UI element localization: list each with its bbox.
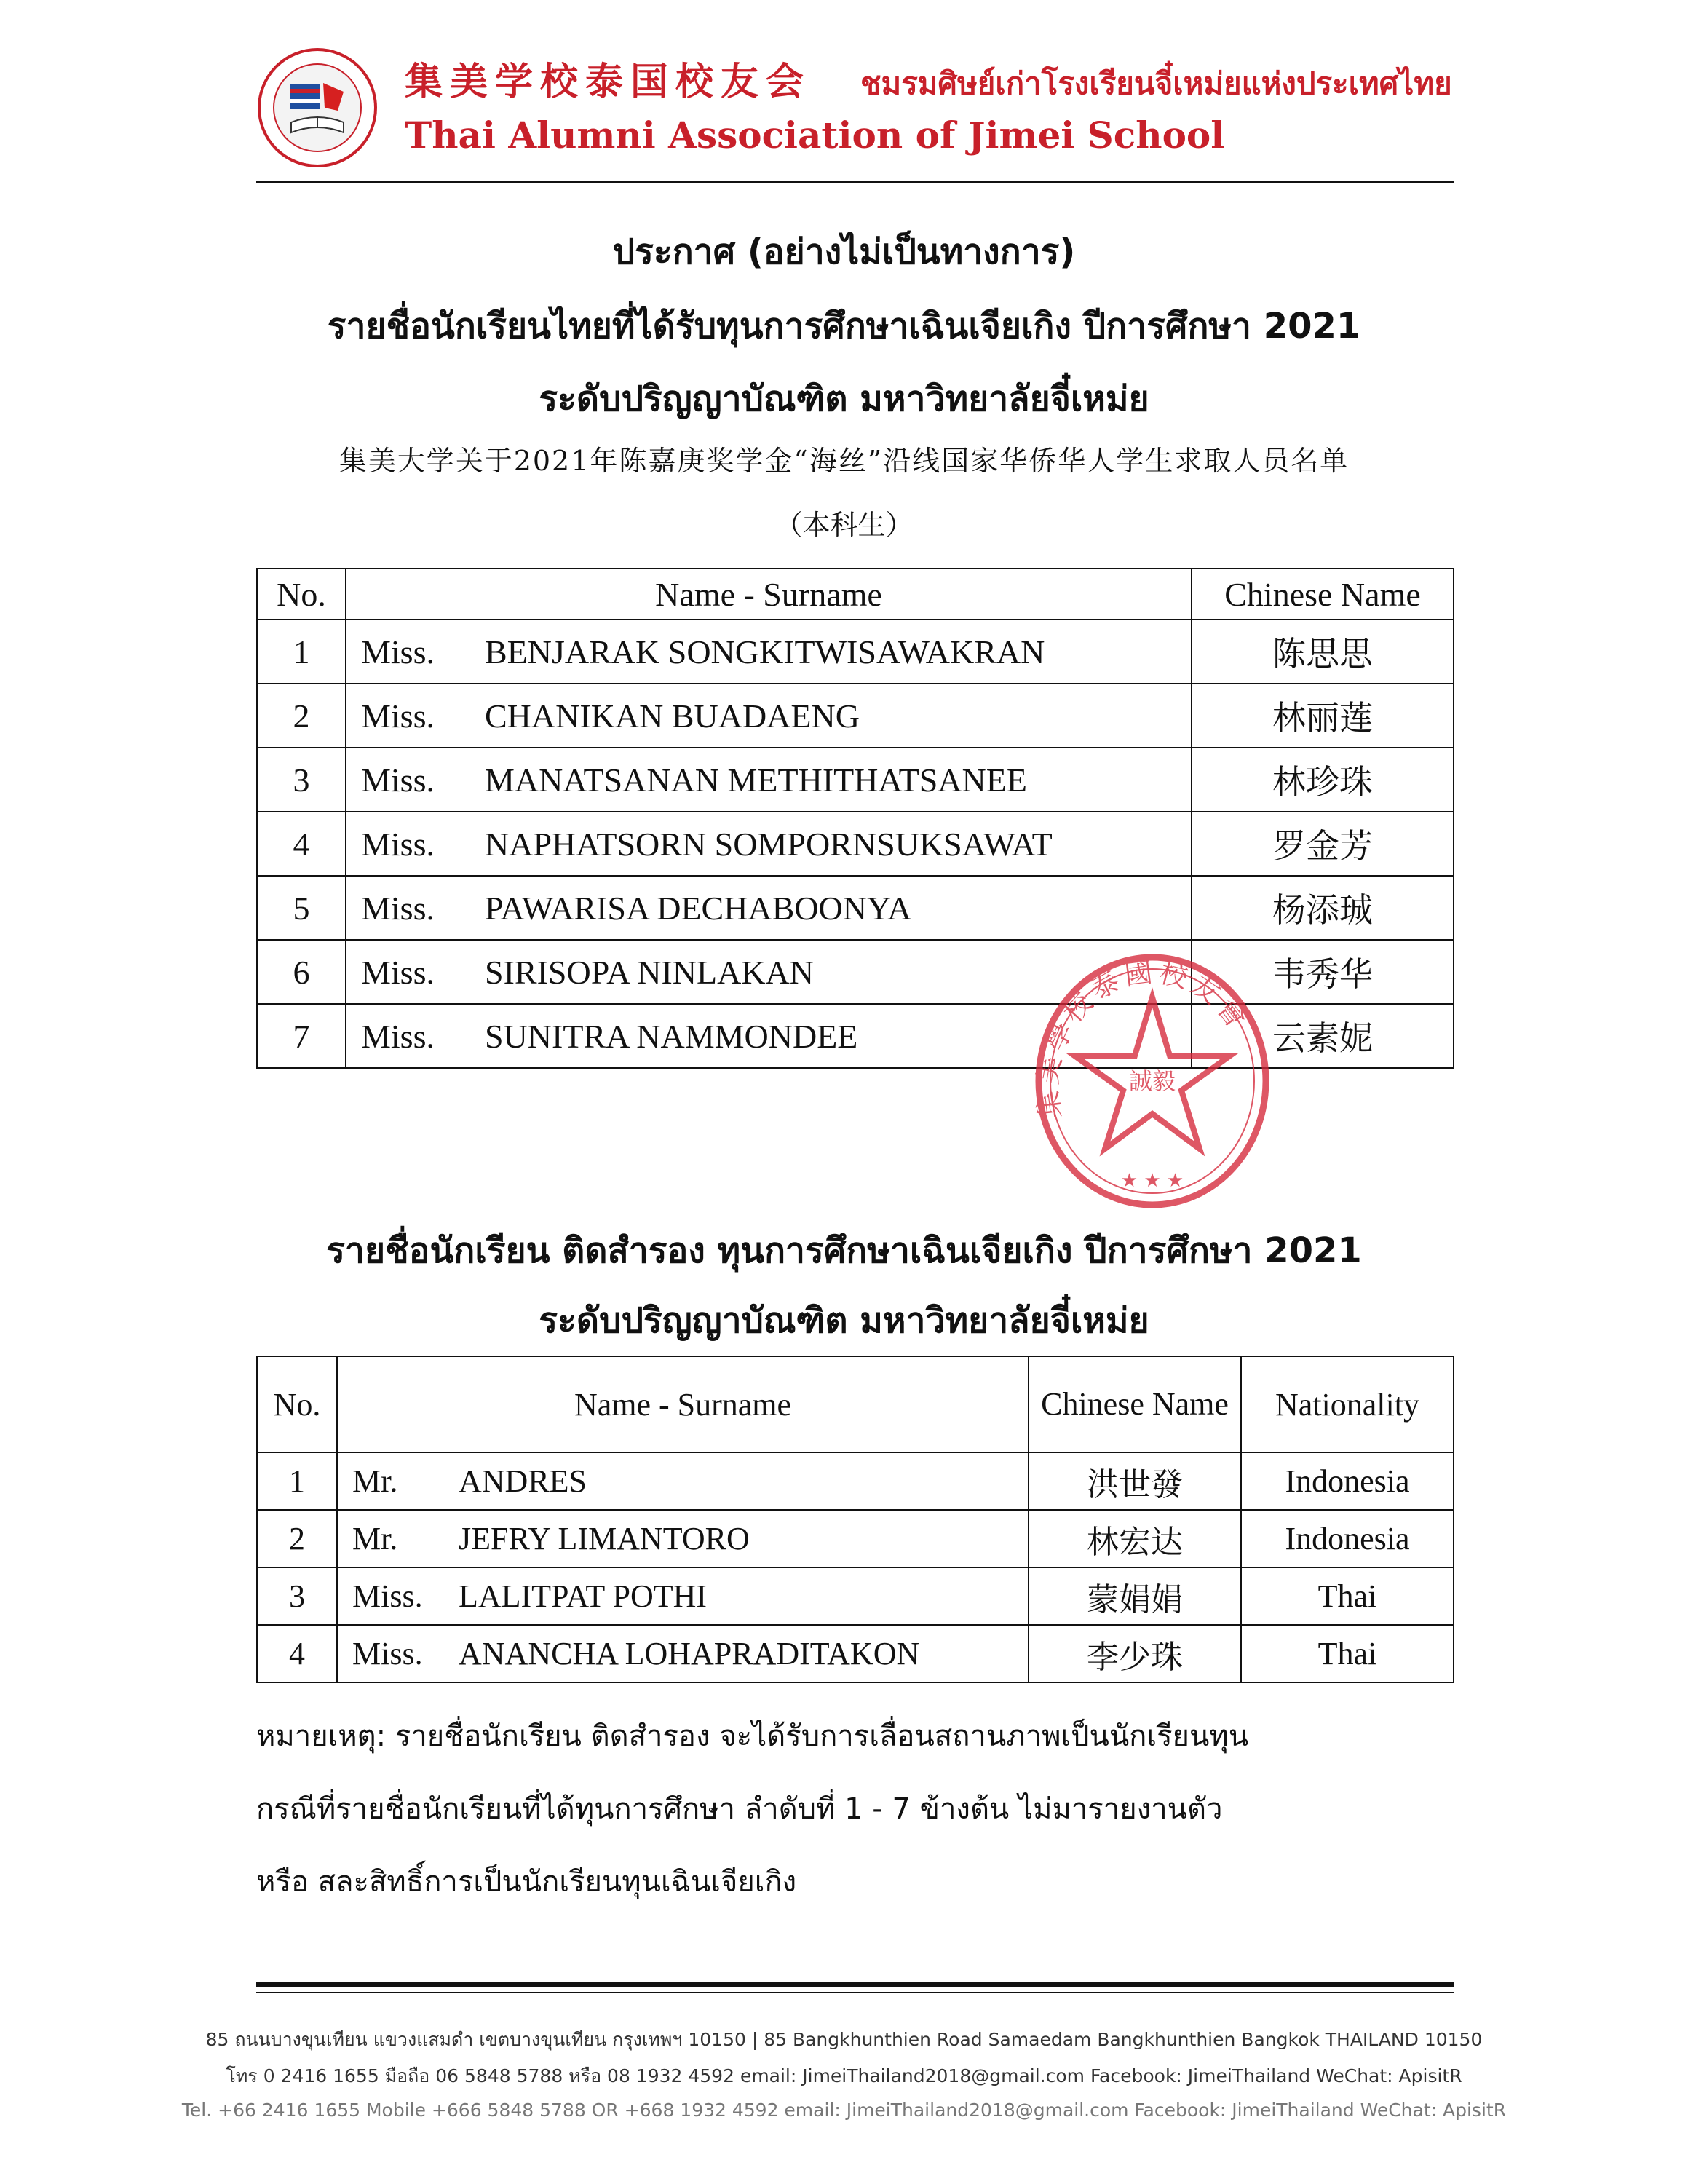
row-title: Miss.: [361, 889, 435, 927]
note-line-2: กรณีที่รายชื่อนักเรียนที่ได้ทุนการศึกษา ลำดับที่ 1 - 7 ข้างต้น ไม่มารายงานตัว: [256, 1792, 1223, 1826]
note-line-3: หรือ สละสิทธิ์การเป็นนักเรียนทุนเฉินเจียเกิง: [256, 1865, 797, 1899]
col-header-name: Name - Surname: [346, 569, 1192, 620]
col-header-no: No.: [257, 569, 346, 620]
row-name: LALITPAT POTHI: [459, 1578, 708, 1614]
row-chinese-name: 洪世發: [1029, 1452, 1241, 1510]
col-header-nationality: Nationality: [1241, 1356, 1454, 1452]
row-no: 6: [257, 940, 346, 1004]
row-no: 7: [257, 1004, 346, 1068]
alumni-association-logo-icon: [256, 47, 379, 169]
col-header-no: No.: [257, 1356, 337, 1452]
row-title: Miss.: [352, 1578, 423, 1614]
header-divider: [256, 181, 1454, 183]
svg-text:★ ★ ★: ★ ★ ★: [1120, 1170, 1184, 1192]
row-nationality: Thai: [1241, 1567, 1454, 1625]
row-title: Miss.: [352, 1636, 423, 1671]
row-name: NAPHATSORN SOMPORNSUKSAWAT: [485, 825, 1053, 863]
row-no: 1: [257, 620, 346, 684]
row-chinese-name: 林珍珠: [1192, 748, 1454, 812]
header-title-cn: 集美学校泰国校友会: [405, 60, 812, 104]
row-chinese-name: 陈思思: [1192, 620, 1454, 684]
row-name: SIRISOPA NINLAKAN: [485, 953, 814, 991]
row-nationality: Indonesia: [1241, 1510, 1454, 1567]
scholarship-recipients-table: [256, 568, 1454, 1069]
row-no: 2: [257, 1510, 337, 1567]
table-header-row: [257, 569, 1454, 620]
row-name: CHANIKAN BUADAENG: [485, 697, 860, 735]
table-row: [257, 1004, 1454, 1068]
footer-address: 85 ถนนบางขุนเทียน แขวงแสมดำ เขตบางขุนเทียน กรุงเทพฯ 10150 | 85 Bangkhunthien Road Samaedam Bangkhunthien Bangkok THAILAND 10150: [205, 2029, 1483, 2050]
row-name: PAWARISA DECHABOONYA: [485, 889, 912, 927]
row-chinese-name: 林宏达: [1029, 1510, 1241, 1567]
row-title: Miss.: [361, 953, 435, 991]
col-header-chinese-name: Chinese Name: [1029, 1356, 1241, 1452]
header-title-en: Thai Alumni Association of Jimei School: [405, 114, 1225, 157]
row-no: 4: [257, 1625, 337, 1682]
table-row: [257, 1510, 1454, 1567]
seal-ring-text: 集美學校泰國校友會: [1032, 955, 1256, 1120]
seal-center-text: 誠毅: [1128, 1067, 1176, 1095]
row-name: ANANCHA LOHAPRADITAKON: [459, 1636, 920, 1671]
row-chinese-name: 林丽莲: [1192, 684, 1454, 748]
row-chinese-name: 韦秀华: [1192, 940, 1454, 1004]
table-row: [257, 940, 1454, 1004]
row-chinese-name: 罗金芳: [1192, 812, 1454, 876]
row-no: 3: [257, 1567, 337, 1625]
row-name-cell: [346, 620, 1192, 684]
note-line-1: หมายเหตุ: รายชื่อนักเรียน ติดสำรอง จะได้รับการเลื่อนสถานภาพเป็นนักเรียนทุน: [256, 1720, 1249, 1753]
chinese-subtitle: （本科生）: [774, 509, 914, 541]
row-title: Miss.: [361, 633, 435, 670]
row-title: Miss.: [361, 1017, 435, 1055]
row-name-cell: [337, 1567, 1029, 1625]
footer-divider-thick: [256, 1982, 1454, 1987]
row-no: 1: [257, 1452, 337, 1510]
row-name-cell: [337, 1452, 1029, 1510]
row-title: Miss.: [361, 825, 435, 863]
row-chinese-name: 蒙娟娟: [1029, 1567, 1241, 1625]
row-name-cell: [337, 1510, 1029, 1567]
row-title: Miss.: [361, 761, 435, 799]
row-title: Miss.: [361, 697, 435, 735]
row-name: ANDRES: [459, 1463, 587, 1499]
row-name-cell: [346, 876, 1192, 940]
row-name: JEFRY LIMANTORO: [459, 1521, 750, 1556]
row-title: Mr.: [352, 1521, 398, 1556]
row-title: Mr.: [352, 1463, 398, 1499]
table-row: [257, 812, 1454, 876]
list-title: รายชื่อนักเรียนไทยที่ได้รับทุนการศึกษาเฉินเจียเกิง ปีการศึกษา 2021: [327, 306, 1361, 347]
row-name-cell: [346, 748, 1192, 812]
row-name: BENJARAK SONGKITWISAWAKRAN: [485, 633, 1045, 670]
table-row: [257, 1567, 1454, 1625]
reserve-level-title: ระดับปริญญาบัณฑิต มหาวิทยาลัยจี๋เหม่ย: [539, 1300, 1149, 1341]
col-header-chinese-name: Chinese Name: [1192, 569, 1454, 620]
footer-divider-thin: [256, 1992, 1454, 1993]
header-title-th: ชมรมศิษย์เก่าโรงเรียนจี๋เหม่ยแห่งประเทศไทย: [860, 66, 1452, 101]
table-row: [257, 684, 1454, 748]
level-title: ระดับปริญญาบัณฑิต มหาวิทยาลัยจี๋เหม่ย: [539, 379, 1149, 419]
reserve-students-table: [256, 1356, 1454, 1683]
table-row: [257, 1452, 1454, 1510]
table-row: [257, 876, 1454, 940]
row-chinese-name: 云素妮: [1192, 1004, 1454, 1068]
row-no: 5: [257, 876, 346, 940]
table-row: [257, 1625, 1454, 1682]
col-header-name: Name - Surname: [337, 1356, 1029, 1452]
table-header-row: [257, 1356, 1454, 1452]
announcement-title: ประกาศ (อย่างไม่เป็นทางการ): [612, 232, 1076, 272]
footer-contact-en: Tel. +66 2416 1655 Mobile +666 5848 5788 OR +668 1932 4592 email: JimeiThailand2018@gmail.com Facebook: JimeiThailand WeChat: ApisitR: [181, 2100, 1507, 2121]
row-chinese-name: 李少珠: [1029, 1625, 1241, 1682]
table-row: [257, 748, 1454, 812]
row-chinese-name: 杨添珹: [1192, 876, 1454, 940]
row-name: SUNITRA NAMMONDEE: [485, 1017, 858, 1055]
official-red-star-seal-icon: [1032, 946, 1272, 1216]
row-nationality: Indonesia: [1241, 1452, 1454, 1510]
row-no: 2: [257, 684, 346, 748]
row-name-cell: [337, 1625, 1029, 1682]
chinese-title: 集美大学关于2021年陈嘉庚奖学金“海丝”沿线国家华侨华人学生求取人员名单: [338, 445, 1350, 477]
row-nationality: Thai: [1241, 1625, 1454, 1682]
row-name: MANATSANAN METHITHATSANEE: [485, 761, 1027, 799]
reserve-list-title: รายชื่อนักเรียน ติดสำรอง ทุนการศึกษาเฉินเจียเกิง ปีการศึกษา 2021: [326, 1230, 1362, 1271]
row-name-cell: [346, 812, 1192, 876]
row-name-cell: [346, 684, 1192, 748]
row-no: 3: [257, 748, 346, 812]
table-row: [257, 620, 1454, 684]
footer-contact-th: โทร 0 2416 1655 มือถือ 06 5848 5788 หรือ 08 1932 4592 email: JimeiThailand2018@gmail.com Facebook: JimeiThailand WeChat: ApisitR: [226, 2065, 1462, 2086]
row-no: 4: [257, 812, 346, 876]
